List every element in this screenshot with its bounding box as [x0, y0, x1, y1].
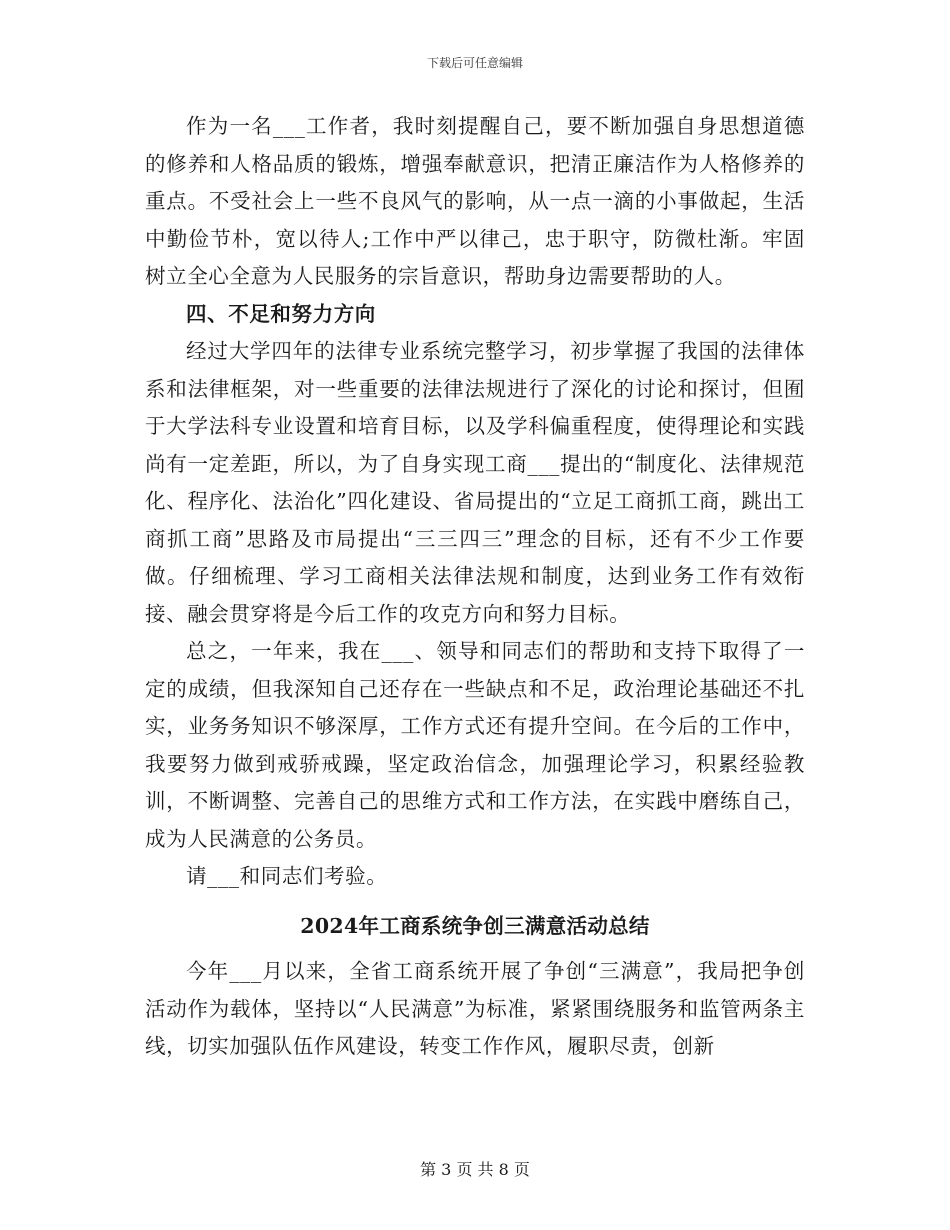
paragraph-closing: 请___和同志们考验。 — [186, 864, 388, 888]
paragraph-activity-intro: 今年___月以来，全省工商系统开展了争创“三满意”，我局把争创活动作为载体，坚持以“人民满意”为标准，紧紧围绕服务和监管两条主线，切实加强队伍作风建设，转变工作作风，履职尽责，创新 — [145, 959, 805, 1058]
page-number-footer: 第 3 页 共 8 页 — [420, 1160, 530, 1179]
paragraph-integrity: 作为一名___工作者，我时刻提醒自己，要不断加强自身思想道德的修养和人格品质的锻炼，增强奉献意识，把清正廉洁作为人格修养的重点。不受社会上一些不良风气的影响，从一点一滴的小事做起，生活中勤俭节朴，宽以待人;工作中严以律己，忠于职守，防微杜渐。牢固树立全心全意为人民服务的宗旨意识，帮助身边需要帮助的人。 — [145, 114, 805, 288]
section-heading-shortcomings: 四、不足和努力方向 — [186, 301, 376, 326]
page-header: 下载后可任意编辑 — [426, 56, 523, 70]
paragraph-legal-study: 经过大学四年的法律专业系统完整学习，初步掌握了我国的法律体系和法律框架，对一些重要的法律法规进行了深化的讨论和探讨，但囿于大学法科专业设置和培育目标，以及学科偏重程度，使得理论和实践尚有一定差距，所以，为了自身实现工商___提出的“制度化、法律规范化、程序化、法治化”四化建设、省局提出的“立足工商抓工商，跳出工商抓工商”思路及市局提出“三三四三”理念的目标，还有不少工作要做。仔细梳理、学习工商相关法律法规和制度，达到业务工作有效衔接、融会贯穿将是今后工作的攻克方向和努力目标。 — [145, 339, 805, 626]
document-body — [145, 108, 805, 1066]
paragraph-summary: 总之，一年来，我在___、领导和同志们的帮助和支持下取得了一定的成绩，但我深知自己还存在一些缺点和不足，政治理论基础还不扎实，业务务知识不够深厚，工作方式还有提升空间。在今后的工作中，我要努力做到戒骄戒躁，坚定政治信念，加强理论学习，积累经验教训，不断调整、完善自己的思维方式和工作方法，在实践中磨练自己，成为人民满意的公务员。 — [145, 639, 805, 851]
section-title: 2024年工商系统争创三满意活动总结 — [300, 913, 650, 938]
